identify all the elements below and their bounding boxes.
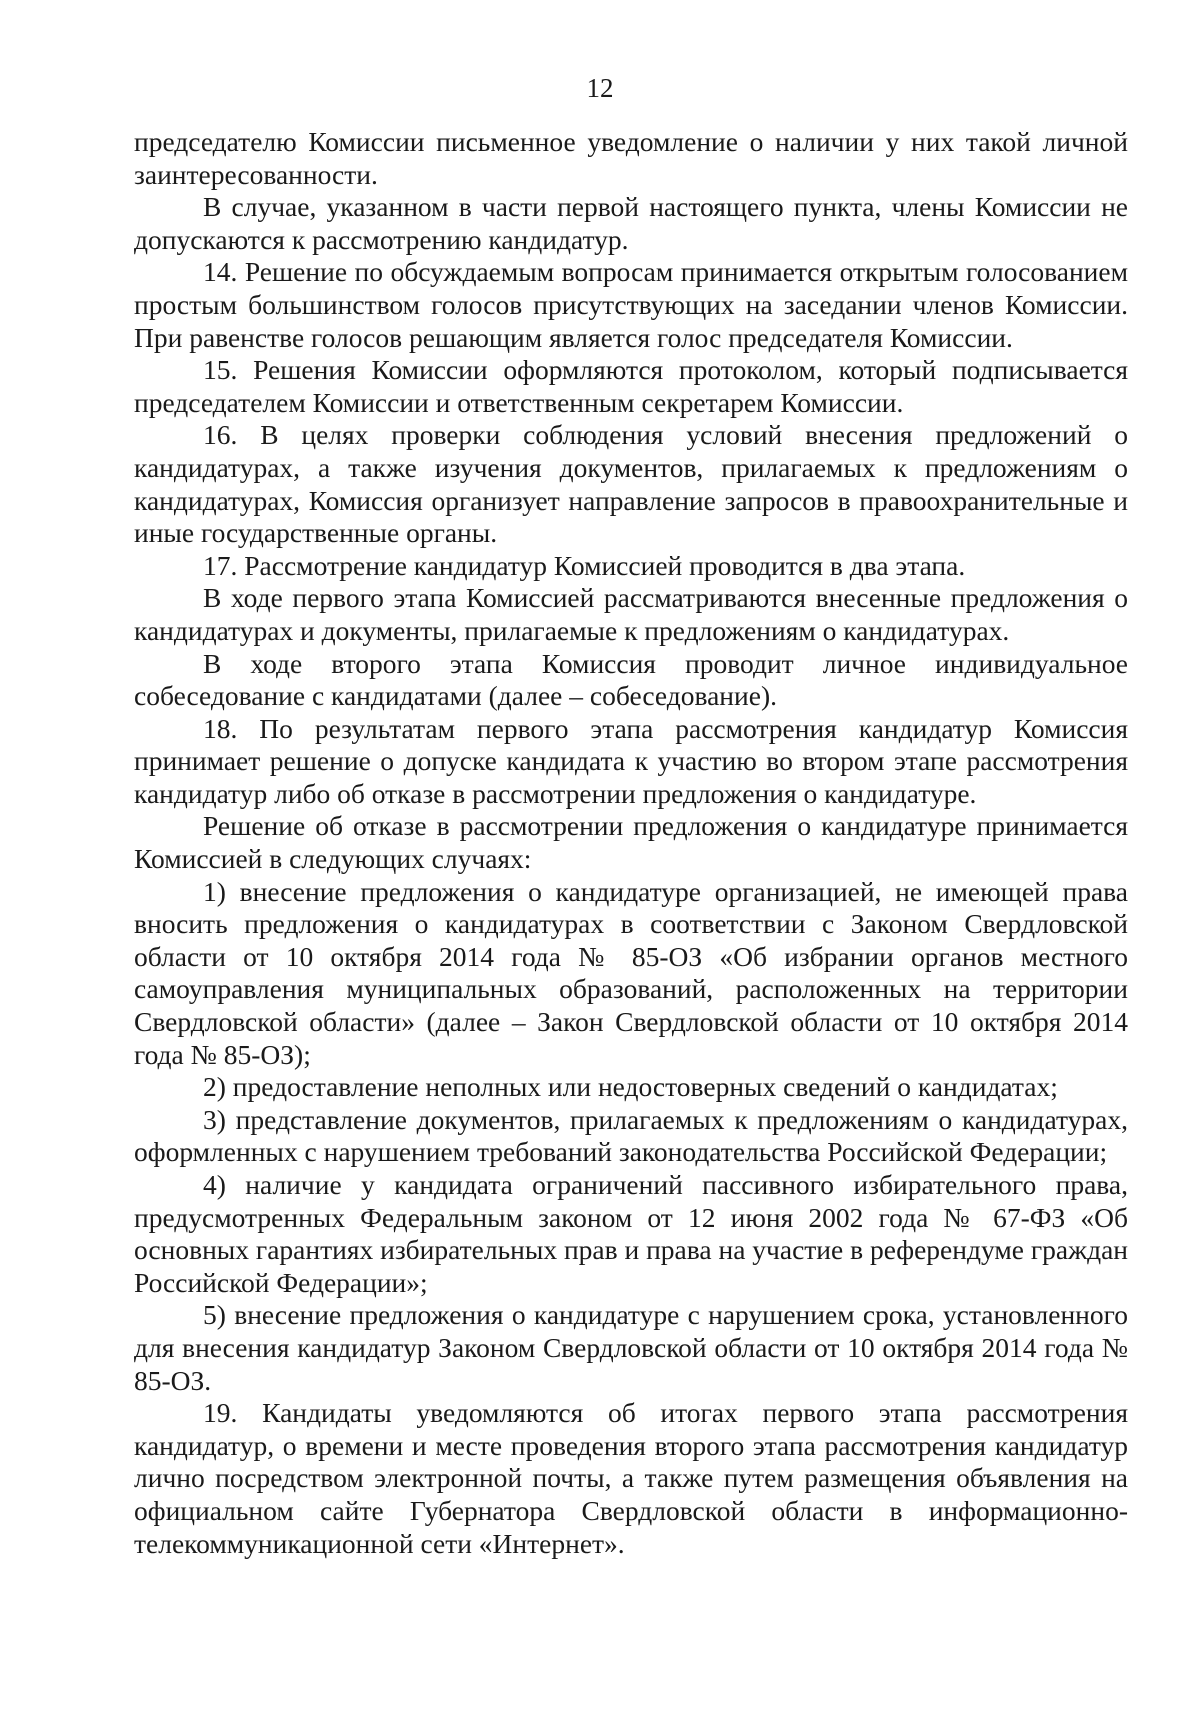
paragraph-14: 14. Решение по обсуждаемым вопросам принимается открытым голосованием простым большинством голосов присутствующих на заседании членов Комиссии. При равенстве голосов решающим является голос председателя Комиссии. — [134, 256, 1128, 353]
document-body — [134, 126, 1128, 1560]
paragraph-18-refusal-intro: Решение об отказе в рассмотрении предложения о кандидатуре принимается Комиссией в следующих случаях: — [134, 810, 1128, 875]
paragraph-18: 18. По результатам первого этапа рассмотрения кандидатур Комиссия принимает решение о допуске кандидата к участию во втором этапе рассмотрения кандидатур либо об отказе в рассмотрении предложения о кандидатуре. — [134, 712, 1128, 809]
paragraph-16: 16. В целях проверки соблюдения условий внесения предложений о кандидатурах, а также изучения документов, прилагаемых к предложениям о кандидатурах, Комиссия организует направление запросов в правоохранительные и иные государственные органы. — [134, 419, 1128, 549]
paragraph-continuation: председателю Комиссии письменное уведомление о наличии у них такой личной заинтересованности. — [134, 126, 1128, 190]
paragraph-17-stage-1: В ходе первого этапа Комиссией рассматриваются внесенные предложения о кандидатурах и документы, прилагаемые к предложениям о кандидатурах. — [134, 582, 1128, 646]
paragraph-17-stage-2: В ходе второго этапа Комиссия проводит личное индивидуальное собеседование с кандидатами (далее – собеседование). — [134, 647, 1128, 712]
paragraph-19: 19. Кандидаты уведомляются об итогах первого этапа рассмотрения кандидатур, о времени и месте проведения второго этапа рассмотрения кандидатур лично посредством электронной почты, а также путем размещения объявления на официальном сайте Губернатора Свердловской области в информационно-телекоммуникационной сети «Интернет». — [134, 1397, 1128, 1559]
page-number: 12 — [586, 73, 614, 103]
list-item-1: 1) внесение предложения о кандидатуре организацией, не имеющей права вносить предложения о кандидатурах в соответствии с Законом Свердловской области от 10 октября 2014 года № 85-ОЗ «Об избрании органов местного самоуправления муниципальных образований, расположенных на территории Свердловской области» (далее – Закон Свердловской области от 10 октября 2014 года № 85-ОЗ); — [134, 875, 1128, 1070]
list-item-4: 4) наличие у кандидата ограничений пассивного избирательного права, предусмотренных Федеральным законом от 12 июня 2002 года № 67-ФЗ «Об основных гарантиях избирательных прав и права на участие в референдуме граждан Российской Федерации»; — [134, 1169, 1128, 1298]
list-item-3: 3) представление документов, прилагаемых к предложениям о кандидатурах, оформленных с нарушением требований законодательства Российской Федерации; — [134, 1103, 1128, 1168]
paragraph-13-part-2: В случае, указанном в части первой настоящего пункта, члены Комиссии не допускаются к рассмотрению кандидатур. — [134, 191, 1128, 255]
paragraph-17: 17. Рассмотрение кандидатур Комиссией проводится в два этапа. — [203, 549, 966, 581]
list-item-2: 2) предоставление неполных или недостоверных сведений о кандидатах; — [203, 1071, 1058, 1103]
paragraph-15: 15. Решения Комиссии оформляются протоколом, который подписывается председателем Комиссии и ответственным секретарем Комиссии. — [134, 354, 1128, 418]
list-item-5: 5) внесение предложения о кандидатуре с нарушением срока, установленного для внесения кандидатур Законом Свердловской области от 10 октября 2014 года № 85-ОЗ. — [134, 1299, 1128, 1396]
